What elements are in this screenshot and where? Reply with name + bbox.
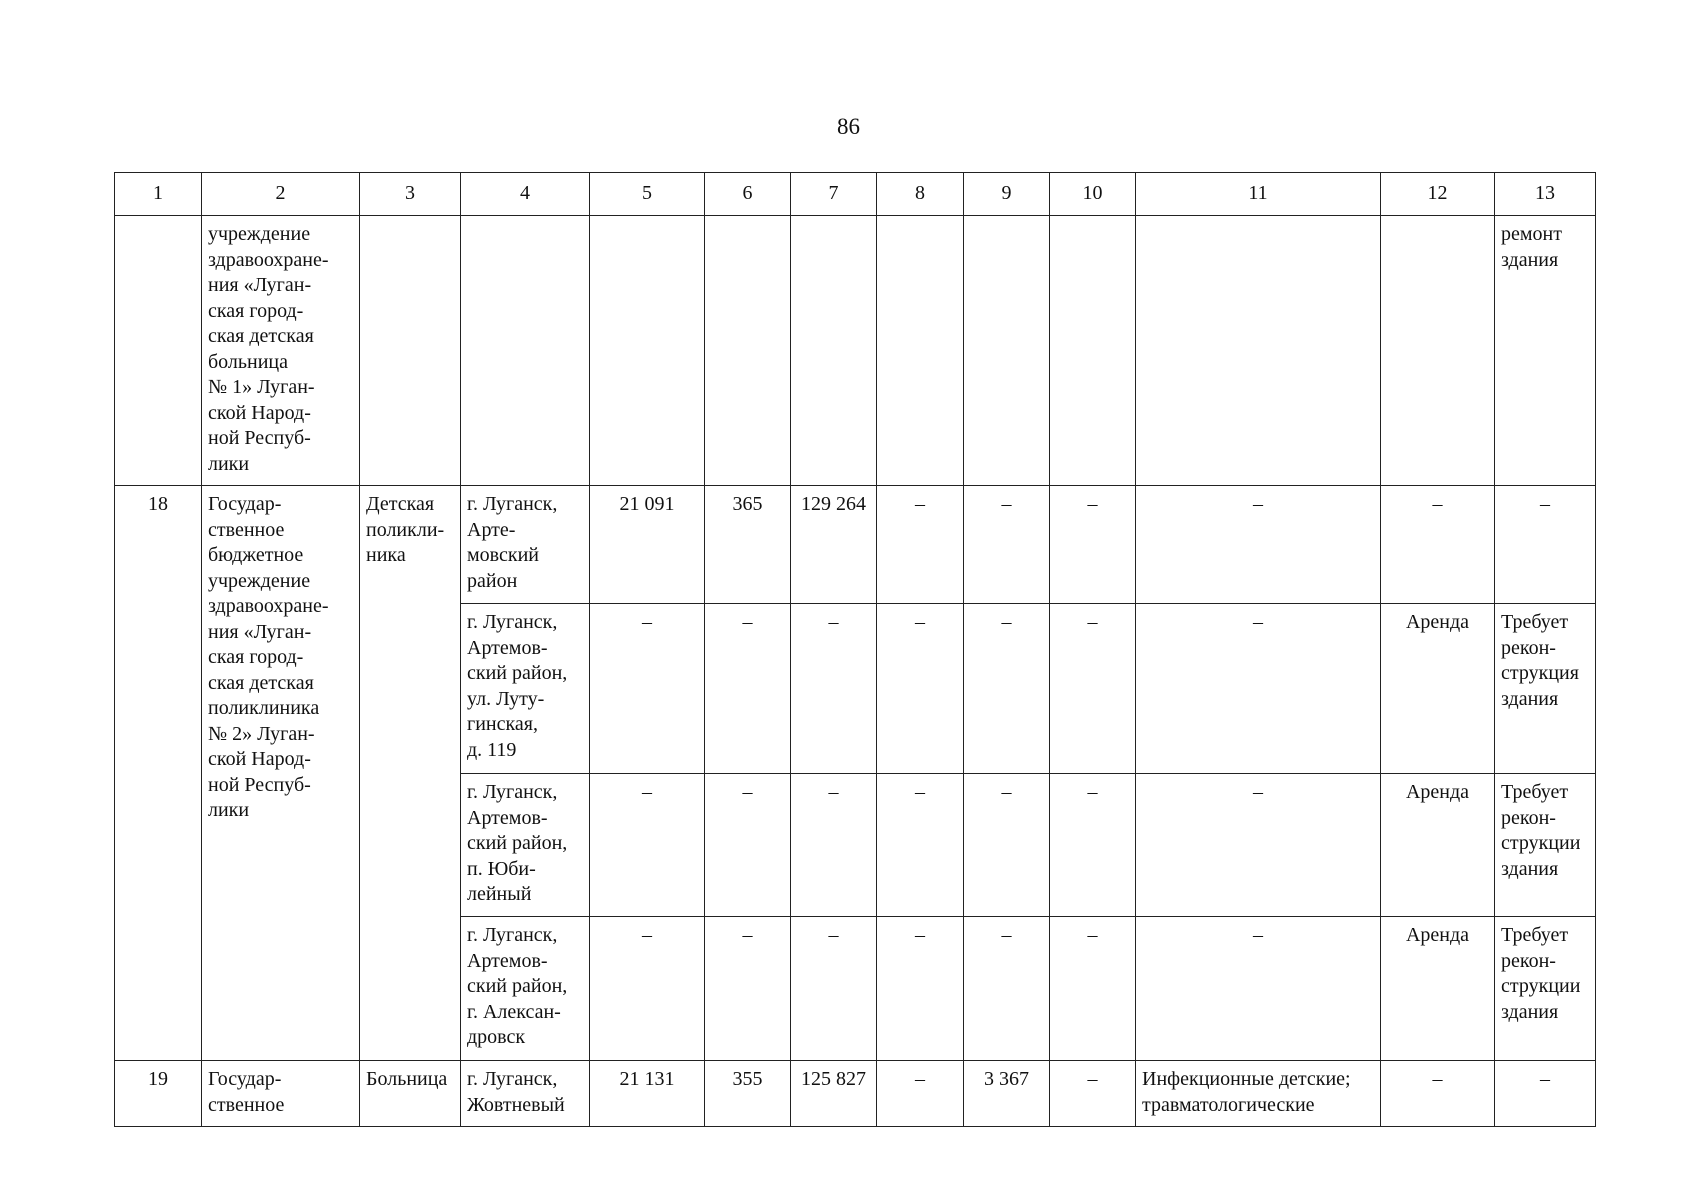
- value-cell: –: [590, 774, 705, 917]
- row-number-cell: 18: [115, 486, 202, 1061]
- value-cell: –: [877, 917, 964, 1061]
- table-cell: [964, 216, 1050, 486]
- table-cell: [115, 216, 202, 486]
- address-cell: г. Луганск, Жовтневый: [461, 1061, 590, 1127]
- column-header: 3: [360, 173, 461, 216]
- value-cell: –: [791, 604, 877, 774]
- value-cell: –: [1050, 774, 1136, 917]
- value-cell: Аренда: [1381, 774, 1495, 917]
- data-table: [114, 172, 1596, 1127]
- value-cell: –: [705, 604, 791, 774]
- value-cell: –: [590, 917, 705, 1061]
- address-cell: г. Луганск, Артемов- ский район, ул. Луту- гинская, д. 119: [461, 604, 590, 774]
- institution-name-cell: учреждение здравоохране- ния «Луган- ская город- ская детская больница № 1» Луган- ской Народ- ной Респуб- лики: [202, 216, 360, 486]
- column-header: 13: [1495, 173, 1596, 216]
- column-header: 1: [115, 173, 202, 216]
- row-number-cell: 19: [115, 1061, 202, 1127]
- value-cell: 3 367: [964, 1061, 1050, 1127]
- value-cell: –: [1381, 1061, 1495, 1127]
- value-cell: 125 827: [791, 1061, 877, 1127]
- value-cell: –: [1136, 486, 1381, 604]
- facility-type-cell: Больница: [360, 1061, 461, 1127]
- address-cell: г. Луганск, Артемов- ский район, г. Алексан- дровск: [461, 917, 590, 1061]
- note-cell: Требует рекон- струкции здания: [1495, 917, 1596, 1061]
- table-cell: [1136, 216, 1381, 486]
- value-cell: –: [1050, 917, 1136, 1061]
- table-cell: [461, 216, 590, 486]
- value-cell: 21 131: [590, 1061, 705, 1127]
- note-cell: ремонт здания: [1495, 216, 1596, 486]
- column-header: 2: [202, 173, 360, 216]
- value-cell: –: [1050, 604, 1136, 774]
- address-cell: г. Луганск, Артемов- ский район, п. Юби- лейный: [461, 774, 590, 917]
- note-cell: –: [1495, 486, 1596, 604]
- institution-name-cell: Государ- ственное бюджетное учреждение здравоохране- ния «Луган- ская город- ская детская поликлиника № 2» Луган- ской Народ- ной Респуб- лики: [202, 486, 360, 1061]
- table-cell: [791, 216, 877, 486]
- column-header: 6: [705, 173, 791, 216]
- value-cell: –: [877, 486, 964, 604]
- column-header: 12: [1381, 173, 1495, 216]
- column-header: 5: [590, 173, 705, 216]
- table-row: [115, 486, 1596, 604]
- table-cell: [360, 216, 461, 486]
- table-row: [115, 1061, 1596, 1127]
- value-cell: 365: [705, 486, 791, 604]
- value-cell: –: [1136, 604, 1381, 774]
- value-cell: 129 264: [791, 486, 877, 604]
- note-cell: –: [1495, 1061, 1596, 1127]
- table-cell: [1381, 216, 1495, 486]
- value-cell: –: [705, 917, 791, 1061]
- value-cell: –: [791, 917, 877, 1061]
- value-cell: –: [705, 774, 791, 917]
- value-cell: –: [964, 917, 1050, 1061]
- address-cell: г. Луганск, Арте- мовский район: [461, 486, 590, 604]
- value-cell: –: [877, 1061, 964, 1127]
- value-cell: –: [964, 774, 1050, 917]
- value-cell: –: [1136, 774, 1381, 917]
- column-header: 11: [1136, 173, 1381, 216]
- note-cell: Требует рекон- струкции здания: [1495, 774, 1596, 917]
- value-cell: –: [877, 774, 964, 917]
- facility-type-cell: Детская поликли- ника: [360, 486, 461, 1061]
- note-cell: Требует рекон- струкция здания: [1495, 604, 1596, 774]
- column-header: 10: [1050, 173, 1136, 216]
- value-cell: 355: [705, 1061, 791, 1127]
- column-header: 4: [461, 173, 590, 216]
- value-cell: –: [964, 604, 1050, 774]
- table-cell: [877, 216, 964, 486]
- value-cell: 21 091: [590, 486, 705, 604]
- institution-name-cell: Государ- ственное: [202, 1061, 360, 1127]
- value-cell: –: [964, 486, 1050, 604]
- table-cell: [1050, 216, 1136, 486]
- value-cell: –: [1050, 1061, 1136, 1127]
- column-header: 9: [964, 173, 1050, 216]
- value-cell: –: [877, 604, 964, 774]
- table-cell: [590, 216, 705, 486]
- department-profile-cell: Инфекционные детские; травматологические: [1136, 1061, 1381, 1127]
- value-cell: –: [1136, 917, 1381, 1061]
- value-cell: –: [1381, 486, 1495, 604]
- value-cell: Аренда: [1381, 604, 1495, 774]
- page-number: 86: [837, 114, 860, 139]
- table-row: [115, 216, 1596, 486]
- column-header: 7: [791, 173, 877, 216]
- value-cell: –: [1050, 486, 1136, 604]
- table-header-row: [115, 173, 1596, 216]
- table-cell: [705, 216, 791, 486]
- value-cell: Аренда: [1381, 917, 1495, 1061]
- value-cell: –: [791, 774, 877, 917]
- column-header: 8: [877, 173, 964, 216]
- value-cell: –: [590, 604, 705, 774]
